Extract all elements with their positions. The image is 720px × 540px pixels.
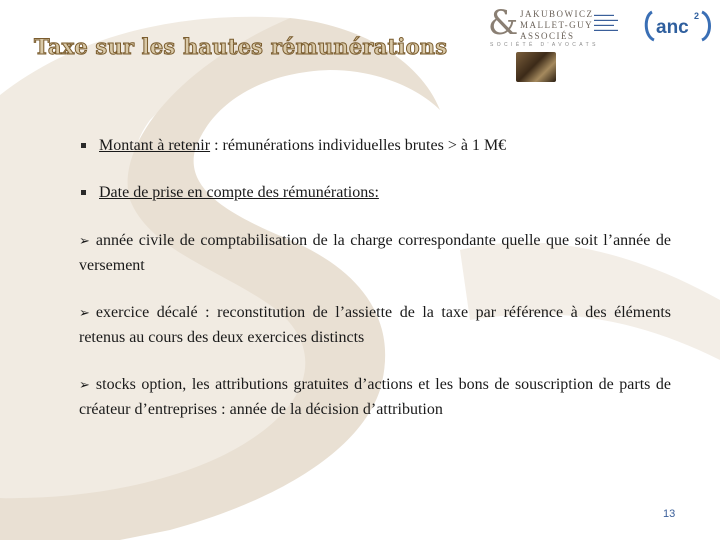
arrow-bullet-icon: ➢ bbox=[79, 306, 90, 321]
bullet-date bbox=[99, 183, 379, 203]
bullet-separator: : bbox=[210, 137, 223, 154]
subpoint-text: année civile de comptabilisation de la charge correspondante quelle que soit l’année de versement bbox=[79, 232, 671, 274]
square-bullet-icon bbox=[81, 190, 86, 195]
firm-tagline: SOCIÉTÉ D'AVOCATS bbox=[490, 42, 599, 48]
bullet-label: Date de prise en compte des rémunérations: bbox=[99, 184, 379, 201]
firm-name-line: JAKUBOWICZ bbox=[520, 9, 594, 19]
arrow-bullet-icon: ➢ bbox=[79, 234, 90, 249]
firm-name-logo bbox=[520, 9, 594, 42]
bullet-text: rémunérations individuelles brutes > à 1 M€ bbox=[222, 137, 507, 154]
firm-name-line: ASSOCIÉS bbox=[520, 31, 575, 41]
subpoint-3 bbox=[79, 373, 671, 422]
partner-text-logo: ▬▬▬▬▬ ▬▬▬▬▬▬ ▬▬▬▬▬ ▬▬▬▬▬▬ bbox=[594, 12, 618, 32]
bullet-label: Montant à retenir bbox=[99, 137, 211, 154]
firm-name-line: MALLET-GUY bbox=[520, 20, 594, 30]
square-bullet-icon bbox=[81, 143, 86, 148]
bullet-amount bbox=[99, 136, 506, 156]
page-number: 13 bbox=[663, 508, 676, 520]
firm-ampersand-logo: & bbox=[488, 3, 519, 43]
subpoint-2 bbox=[79, 301, 671, 350]
arrow-bullet-icon: ➢ bbox=[79, 378, 90, 393]
subpoint-text: stocks option, les attributions gratuites d’actions et les bons de souscription de parts de créateur d’entreprises : année de la décision d’attribution bbox=[79, 376, 671, 418]
photo-thumbnail bbox=[516, 52, 556, 82]
subpoint-1 bbox=[79, 229, 671, 278]
slide-title: Taxe sur les hautes rémunérations bbox=[34, 34, 448, 59]
anc-text: anc bbox=[656, 17, 689, 38]
anc-superscript: 2 bbox=[694, 11, 700, 21]
anc-logo bbox=[642, 6, 716, 44]
subpoint-text: exercice décalé : reconstitution de l’assiette de la taxe par référence à des éléments retenus au cours des deux exercices distincts bbox=[79, 304, 671, 346]
logo-group bbox=[488, 4, 718, 84]
